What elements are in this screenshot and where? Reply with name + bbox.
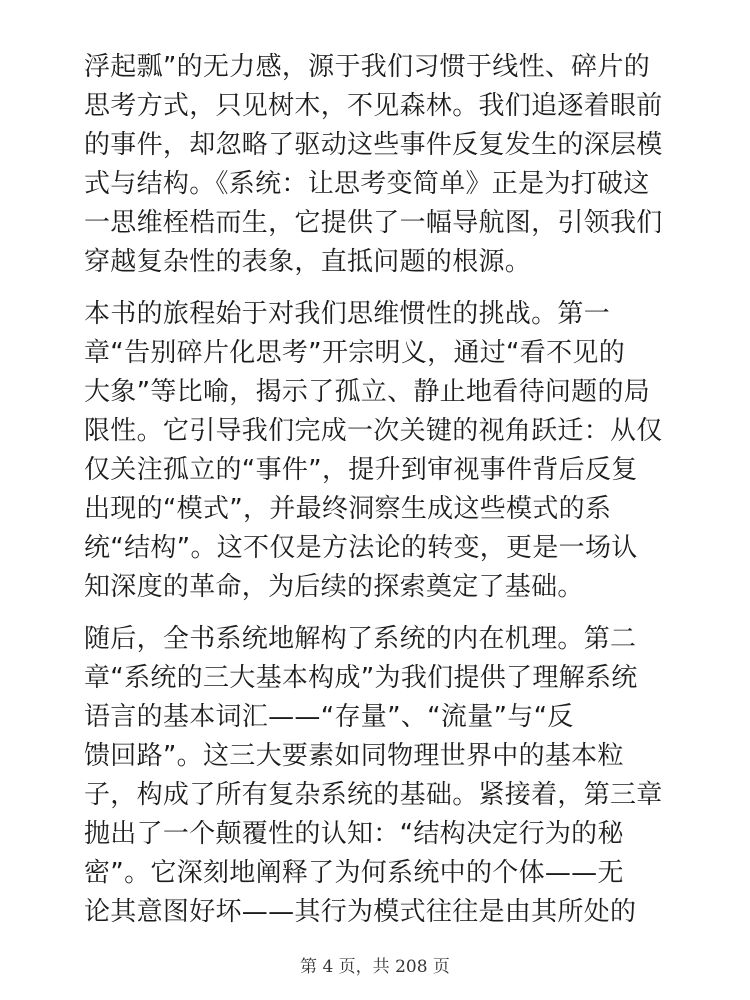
text-line: 子，构成了所有复杂系统的基础。紧接着，第三章 [84, 780, 663, 810]
page-number: 第 4 页，共 208 页 [300, 957, 450, 977]
paragraph-3 [84, 620, 674, 932]
text-line: 章“告别碎片化思考”开宗明义，通过“看不见的 [84, 338, 626, 368]
text-line: 章“系统的三大基本构成”为我们提供了理解系统 [84, 663, 638, 693]
text-line: 仅关注孤立的“事件”，提升到审视事件背后反复 [84, 455, 638, 485]
text-line: 一思维桎梏而生，它提供了一幅导航图，引领我们 [84, 208, 663, 238]
text-line: 限性。它引导我们完成一次关键的视角跃迁：从仅 [84, 416, 663, 446]
paragraph-1 [84, 48, 674, 282]
text-line: 抛出了一个颠覆性的认知：“结构决定行为的秘 [84, 819, 624, 849]
text-line: 本书的旅程始于对我们思维惯性的挑战。第一 [84, 299, 611, 329]
text-line: 思考方式，只见树木，不见森林。我们追逐着眼前 [84, 91, 663, 121]
text-line: 统“结构”。这不仅是方法论的转变，更是一场认 [84, 533, 638, 563]
text-line: 穿越复杂性的表象，直抵问题的根源。 [84, 247, 532, 277]
text-line: 出现的“模式”，并最终洞察生成这些模式的系 [84, 494, 612, 524]
text-line: 知深度的革命，为后续的探索奠定了基础。 [84, 572, 584, 602]
text-line: 语言的基本词汇——“存量”、“流量”与“反 [84, 702, 574, 732]
text-line: 论其意图好坏——其行为模式往往是由其所处的 [84, 897, 637, 927]
text-line: 随后，全书系统地解构了系统的内在机理。第二 [84, 624, 637, 654]
text-line: 密”。它深刻地阐释了为何系统中的个体——无 [84, 858, 624, 888]
paragraph-2 [84, 295, 674, 607]
text-line: 大象”等比喻，揭示了孤立、静止地看待问题的局 [84, 377, 651, 407]
text-line: 式与结构。《系统：让思考变简单》正是为打破这 [84, 169, 650, 199]
text-line: 浮起瓢”的无力感，源于我们习惯于线性、碎片的 [84, 52, 651, 82]
text-line: 馈回路”。这三大要素如同物理世界中的基本粒 [84, 741, 624, 771]
document-body [84, 48, 674, 945]
text-line: 的事件，却忽略了驱动这些事件反复发生的深层模 [84, 130, 663, 160]
